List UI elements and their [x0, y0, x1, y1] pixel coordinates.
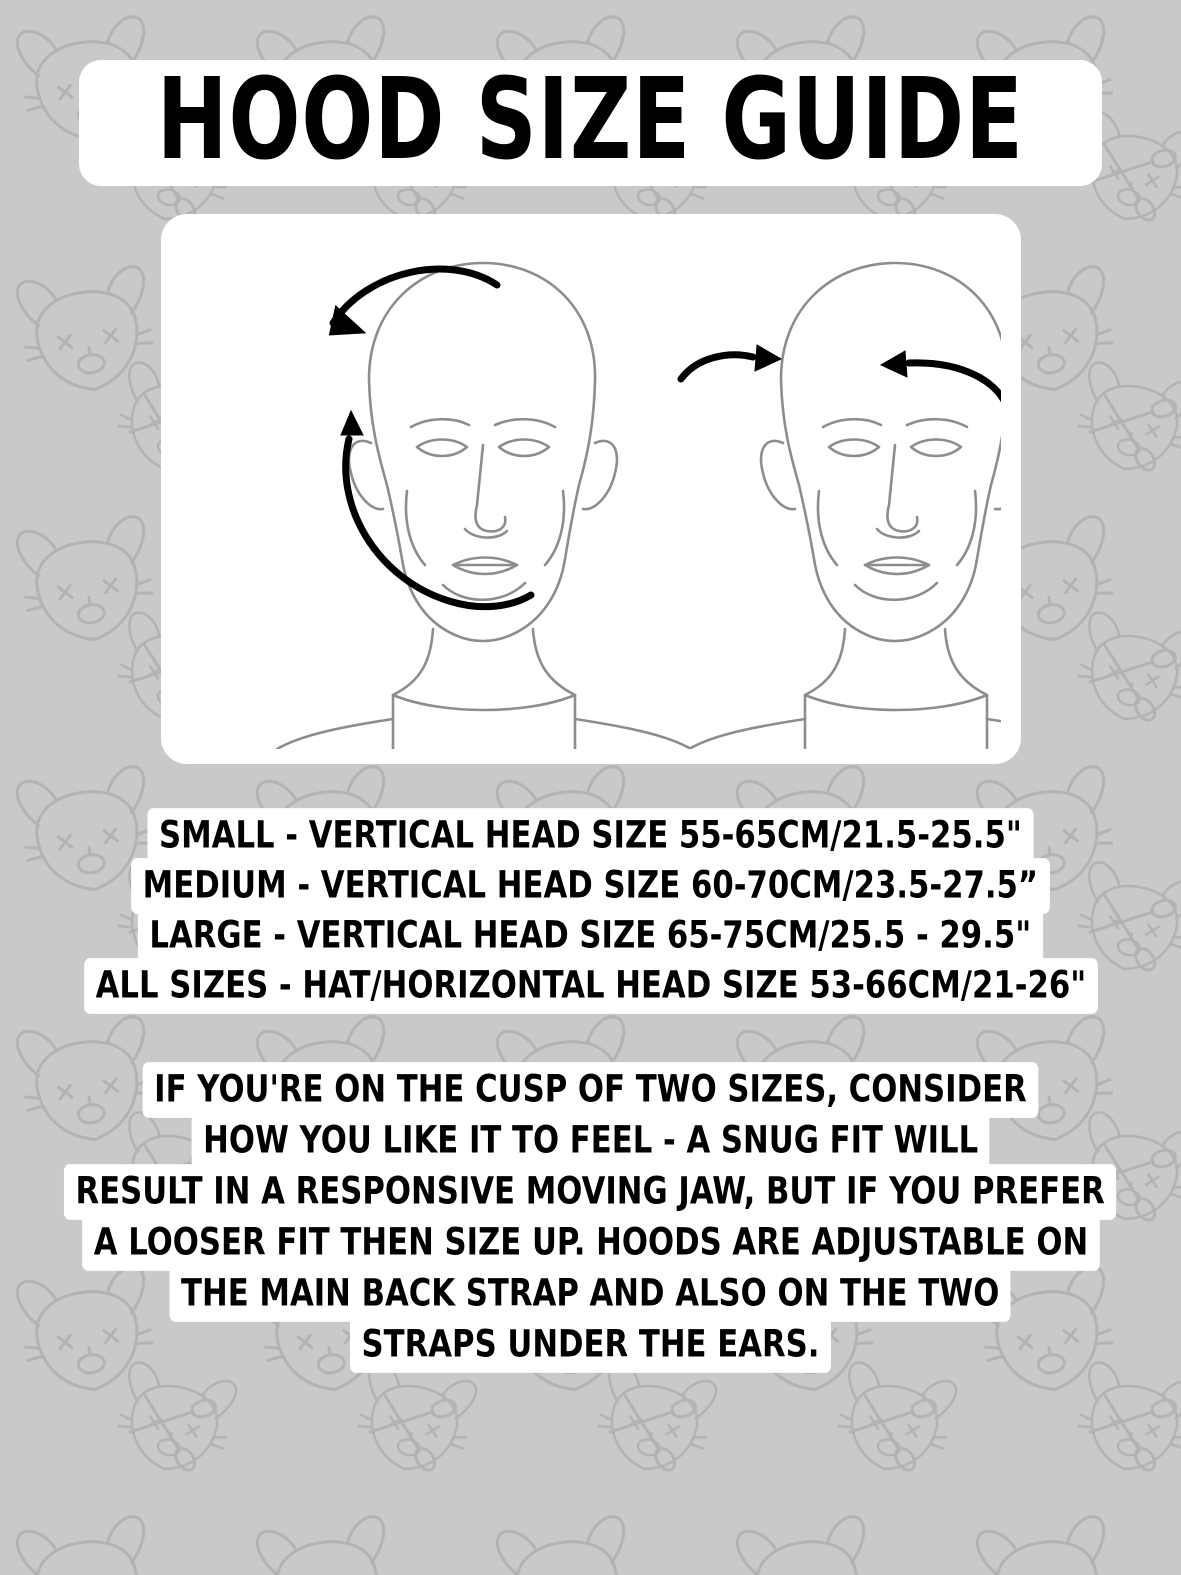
- size-line-large: LARGE - VERTICAL HEAD SIZE 65-75CM/25.5 - 29.5": [138, 908, 1043, 964]
- note-line-2: HOW YOU LIKE IT TO FEEL - A SNUG FIT WILL: [191, 1113, 989, 1169]
- fit-advice-note: [42, 1066, 1138, 1372]
- size-line-small: SMALL - VERTICAL HEAD SIZE 55-65CM/21.5-25.5": [148, 808, 1034, 864]
- right-head-figure: [689, 263, 1001, 749]
- size-line-medium: MEDIUM - VERTICAL HEAD SIZE 60-70CM/23.5-27.5”: [131, 858, 1049, 914]
- size-list: [63, 812, 1119, 1012]
- arrowhead-right-right: [881, 351, 907, 377]
- note-line-6: STRAPS UNDER THE EARS.: [350, 1317, 831, 1373]
- vertical-measure-arrow-bottom: [345, 439, 530, 607]
- note-line-4: A LOOSER FIT THEN SIZE UP. HOODS ARE ADJUSTABLE ON: [82, 1215, 1099, 1271]
- horizontal-measure-arrow-right: [909, 363, 1001, 413]
- page-title: HOOD SIZE GUIDE: [156, 54, 1025, 185]
- left-head-figure: [277, 263, 691, 749]
- illustration-card: [161, 214, 1021, 764]
- arrowhead-right-left: [755, 345, 781, 371]
- arrowhead-bottom: [341, 411, 363, 435]
- vertical-measure-arrow-top: [333, 269, 497, 323]
- horizontal-measure-arrow-left: [681, 355, 753, 379]
- note-line-3: RESULT IN A RESPONSIVE MOVING JAW, BUT IF YOU PREFER: [64, 1164, 1116, 1220]
- note-line-5: THE MAIN BACK STRAP AND ALSO ON THE TWO: [170, 1266, 1011, 1322]
- head-measurement-illustration: [181, 229, 1001, 749]
- page-title-banner: [85, 54, 1096, 185]
- size-line-all: ALL SIZES - HAT/HORIZONTAL HEAD SIZE 53-66CM/21-26": [84, 958, 1098, 1014]
- note-line-1: IF YOU'RE ON THE CUSP OF TWO SIZES, CONSIDER: [143, 1062, 1039, 1118]
